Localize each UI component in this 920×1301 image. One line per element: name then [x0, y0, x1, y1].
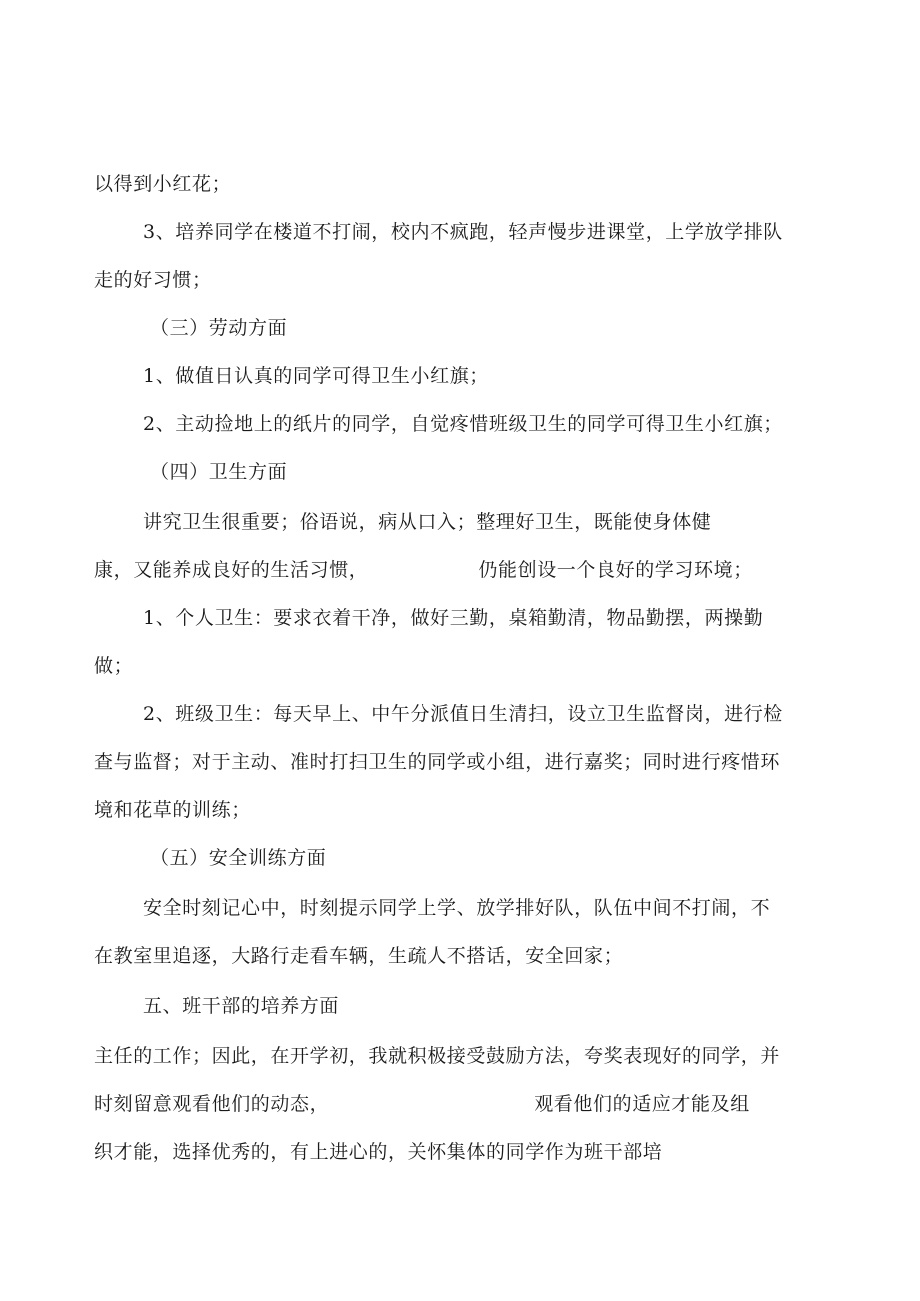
text-line: 2、班级卫生：每天早上、中午分派值日生清扫，设立卫生监督岗，进行检 — [143, 703, 783, 725]
text-line: 以得到小红花； — [94, 173, 232, 195]
text-line: 主任的工作；因此，在开学初，我就积极接受鼓励方法，夸奖表现好的同学，并 — [94, 1045, 781, 1067]
section-heading-labor: （三）劳动方面 — [150, 317, 288, 339]
text-line: 1、个人卫生：要求衣着干净，做好三勤，桌箱勤清，物品勤摆，两操勤 — [143, 607, 764, 629]
text-segment: 康，又能养成良好的生活习惯， — [94, 559, 369, 581]
text-segment: 观看他们的适应才能及组 — [534, 1093, 750, 1115]
section-heading-class-cadre: 五、班干部的培养方面 — [143, 995, 340, 1017]
text-line: 安全时刻记心中，时刻提示同学上学、放学排好队，队伍中间不打闹，不 — [143, 897, 771, 919]
text-line — [94, 558, 753, 582]
text-segment: 仍能创设一个良好的学习环境； — [478, 559, 753, 581]
text-line: 在教室里追逐，大路行走看车辆，生疏人不搭话，安全回家； — [94, 945, 624, 967]
text-line: 查与监督；对于主动、准时打扫卫生的同学或小组，进行嘉奖；同时进行疼惜环 — [94, 751, 781, 773]
section-heading-hygiene: （四）卫生方面 — [150, 461, 288, 483]
text-segment: 时刻留意观看他们的动态， — [94, 1093, 330, 1115]
text-line: 2、主动捡地上的纸片的同学，自觉疼惜班级卫生的同学可得卫生小红旗； — [143, 413, 783, 435]
text-line: 1、做值日认真的同学可得卫生小红旗； — [143, 365, 489, 387]
text-line: 境和花草的训练； — [94, 799, 251, 821]
section-heading-safety: （五）安全训练方面 — [150, 847, 327, 869]
text-line: 走的好习惯； — [94, 269, 212, 291]
text-line: 讲究卫生很重要；俗语说，病从口入；整理好卫生，既能使身体健 — [143, 511, 712, 533]
text-line: 做； — [94, 655, 134, 677]
text-line: 织才能，选择优秀的，有上进心的，关怀集体的同学作为班干部培 — [94, 1141, 663, 1163]
text-line — [94, 1092, 750, 1116]
text-line: 3、培养同学在楼道不打闹，校内不疯跑，轻声慢步进课堂，上学放学排队 — [143, 221, 783, 243]
